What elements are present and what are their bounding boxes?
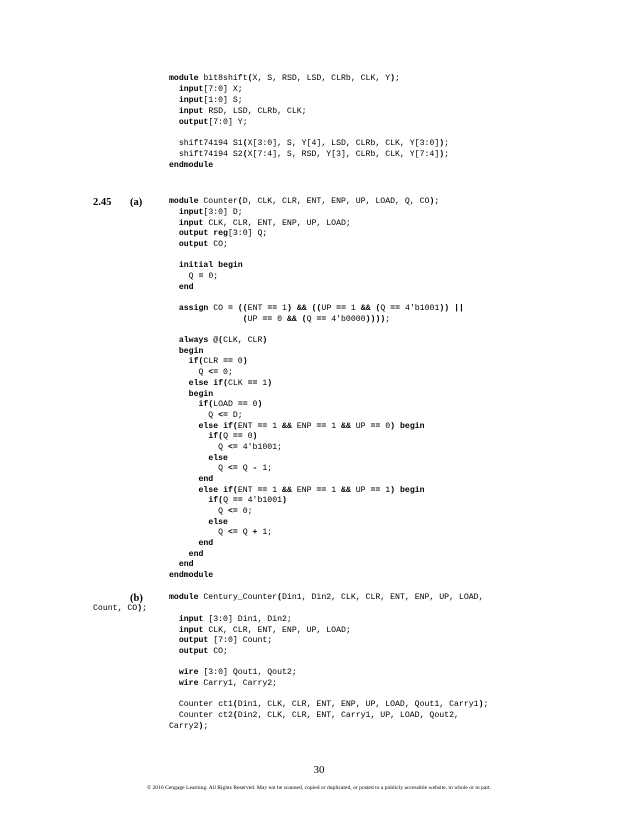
code-line: output reg[3:0] Q; bbox=[178, 229, 268, 238]
code-line: input[3:0] D; bbox=[178, 208, 243, 217]
code-line: Q <= 0; bbox=[169, 368, 233, 377]
code-line: input RSD, LSD, CLRb, CLK; bbox=[178, 107, 307, 116]
code-line: Count, CO); bbox=[93, 604, 148, 613]
code-line: Counter ct2(Din2, CLK, CLR, ENT, Carry1, UP, LOAD, Qout2, bbox=[169, 711, 459, 720]
code-line: initial begin bbox=[178, 261, 243, 270]
code-line: begin bbox=[178, 347, 204, 356]
code-line: else if(ENT == 1 && ENP == 1 && UP == 0) begin bbox=[198, 422, 425, 431]
code-line: shift74194 S2(X[7:4], S, RSD, Y[3], CLRb, CLK, Y[7:4]); bbox=[169, 150, 450, 159]
problem-number: 2.45 bbox=[93, 197, 112, 208]
code-line: if(Q == 4'b1001) bbox=[208, 496, 287, 505]
code-line: assign CO = ((ENT == 1) && ((UP == 1 && (Q == 4'b1001)) || bbox=[178, 304, 464, 313]
code-line: Q <= Q - 1; bbox=[169, 464, 273, 473]
code-line: wire Carry1, Carry2; bbox=[178, 679, 278, 688]
code-line: Counter ct1(Din1, CLK, CLR, ENT, ENP, UP, LOAD, Qout1, Carry1); bbox=[169, 700, 489, 709]
code-line: else bbox=[208, 518, 228, 527]
code-line: if(LOAD == 0) bbox=[198, 400, 263, 409]
part-a-label: (a) bbox=[130, 197, 143, 208]
code-line: if(CLR == 0) bbox=[188, 357, 248, 366]
code-line: endmodule bbox=[169, 161, 214, 170]
code-line: Q = 0; bbox=[169, 272, 219, 281]
code-line: else if(CLK == 1) bbox=[188, 379, 273, 388]
code-line: output CO; bbox=[178, 647, 228, 656]
code-line: wire [3:0] Qout1, Qout2; bbox=[178, 668, 297, 677]
code-line: always @(CLK, CLR) bbox=[178, 336, 268, 345]
code-line: shift74194 S1(X[3:0], S, Y[4], LSD, CLRb, CLK, Y[3:0]); bbox=[169, 139, 450, 148]
code-line: input CLK, CLR, ENT, ENP, UP, LOAD; bbox=[178, 219, 351, 228]
code-line: output CO; bbox=[178, 240, 228, 249]
code-line: input [3:0] Din1, Din2; bbox=[178, 615, 292, 624]
code-line: end bbox=[178, 560, 194, 569]
code-line: end bbox=[198, 475, 214, 484]
part-b-label: (b) bbox=[130, 593, 143, 604]
code-line: Q <= D; bbox=[169, 411, 243, 420]
code-line: end bbox=[198, 539, 214, 548]
code-line: input[1:0] S; bbox=[178, 96, 243, 105]
code-line: (UP == 0 && (Q == 4'b0000)))); bbox=[242, 315, 391, 324]
copyright-notice: © 2016 Cengage Learning. All Rights Reserved. May not be scanned, copied or duplicated, or posted to a publicly accessible website, in whole or in part. bbox=[146, 785, 492, 791]
code-line: Q <= Q + 1; bbox=[169, 528, 273, 537]
code-line: output[7:0] Y; bbox=[178, 118, 248, 127]
code-line: input[7:0] X; bbox=[178, 85, 243, 94]
code-line: Q <= 0; bbox=[169, 507, 253, 516]
page-number: 30 bbox=[313, 764, 325, 776]
code-line: module Century_Counter(Din1, Din2, CLK, CLR, ENT, ENP, UP, LOAD, bbox=[169, 593, 484, 602]
code-line: endmodule bbox=[169, 571, 214, 580]
code-line: Carry2); bbox=[169, 722, 209, 731]
code-line: output [7:0] Count; bbox=[178, 636, 273, 645]
code-line: module bit8shift(X, S, RSD, LSD, CLRb, CLK, Y); bbox=[169, 74, 400, 83]
code-line: module Counter(D, CLK, CLR, ENT, ENP, UP, LOAD, Q, CO); bbox=[169, 197, 440, 206]
code-line: begin bbox=[188, 390, 214, 399]
code-line: else if(ENT == 1 && ENP == 1 && UP == 1) begin bbox=[198, 486, 425, 495]
code-line: input CLK, CLR, ENT, ENP, UP, LOAD; bbox=[178, 626, 351, 635]
code-line: end bbox=[188, 550, 204, 559]
code-line: end bbox=[178, 283, 194, 292]
code-line: Q <= 4'b1001; bbox=[169, 443, 283, 452]
code-line: else bbox=[208, 454, 228, 463]
code-line: if(Q == 0) bbox=[208, 432, 258, 441]
